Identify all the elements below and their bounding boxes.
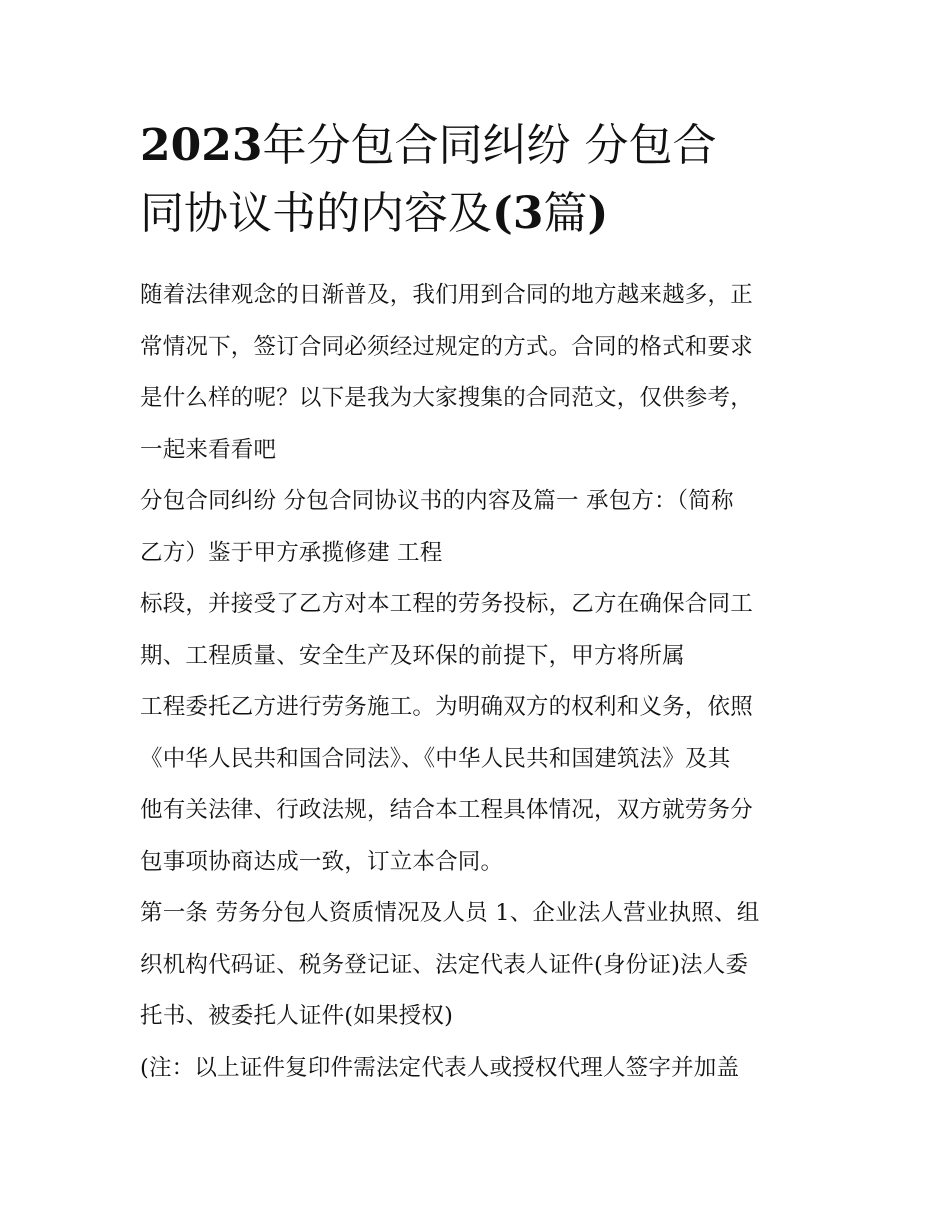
body-line: 《中华人民共和国合同法》、《中华人民共和国建筑法》及其 bbox=[140, 745, 731, 772]
title-count: (3 bbox=[492, 188, 544, 239]
body-line: 第一条 劳务分包人资质情况及人员 1、企业法人营业执照、组 bbox=[140, 900, 760, 926]
title-unit: 篇 bbox=[543, 188, 588, 239]
title-year: 2023 bbox=[140, 120, 263, 171]
body-line: 织机构代码证、税务登记证、法定代表人证件(身份证)法人委 bbox=[140, 951, 749, 978]
title-close: ) bbox=[587, 188, 609, 239]
title-line-2-text: 同协议书的内容及 bbox=[140, 188, 492, 239]
body-line: 一起来看看吧 bbox=[140, 436, 277, 463]
body-line: 期、工程质量、安全生产及环保的前提下，甲方将所属 bbox=[140, 642, 685, 669]
body-line: 随着法律观念的日渐普及，我们用到合同的地方越来越多，正 bbox=[140, 282, 753, 308]
document-body bbox=[140, 270, 830, 1094]
body-line: 是什么样的呢？以下是我为大家搜集的合同范文，仅供参考， bbox=[140, 385, 753, 411]
body-line: 分包合同纠纷 分包合同协议书的内容及篇一 承包方：（简称 bbox=[140, 488, 734, 514]
title-line-1-text: 年分包合同纠纷 分包合 bbox=[262, 120, 717, 171]
body-line: 工程委托乙方进行劳务施工。为明确双方的权利和义务，依照 bbox=[140, 694, 753, 720]
body-line: 他有关法律、行政法规，结合本工程具体情况，双方就劳务分 bbox=[140, 797, 753, 823]
body-line: 乙方）鉴于甲方承揽修建 工程 bbox=[140, 539, 443, 566]
body-line: 标段，并接受了乙方对本工程的劳务投标，乙方在确保合同工 bbox=[140, 591, 753, 617]
body-line: 托书、被委托人证件(如果授权) bbox=[140, 1003, 454, 1029]
document-title bbox=[140, 112, 840, 248]
title-line-2 bbox=[140, 180, 840, 248]
body-line: (注：以上证件复印件需法定代表人或授权代理人签字并加盖 bbox=[140, 1054, 740, 1081]
body-line: 常情况下，签订合同必须经过规定的方式。合同的格式和要求 bbox=[140, 333, 753, 360]
body-line: 包事项协商达成一致，订立本合同。 bbox=[140, 848, 504, 875]
title-line-1 bbox=[140, 112, 840, 180]
